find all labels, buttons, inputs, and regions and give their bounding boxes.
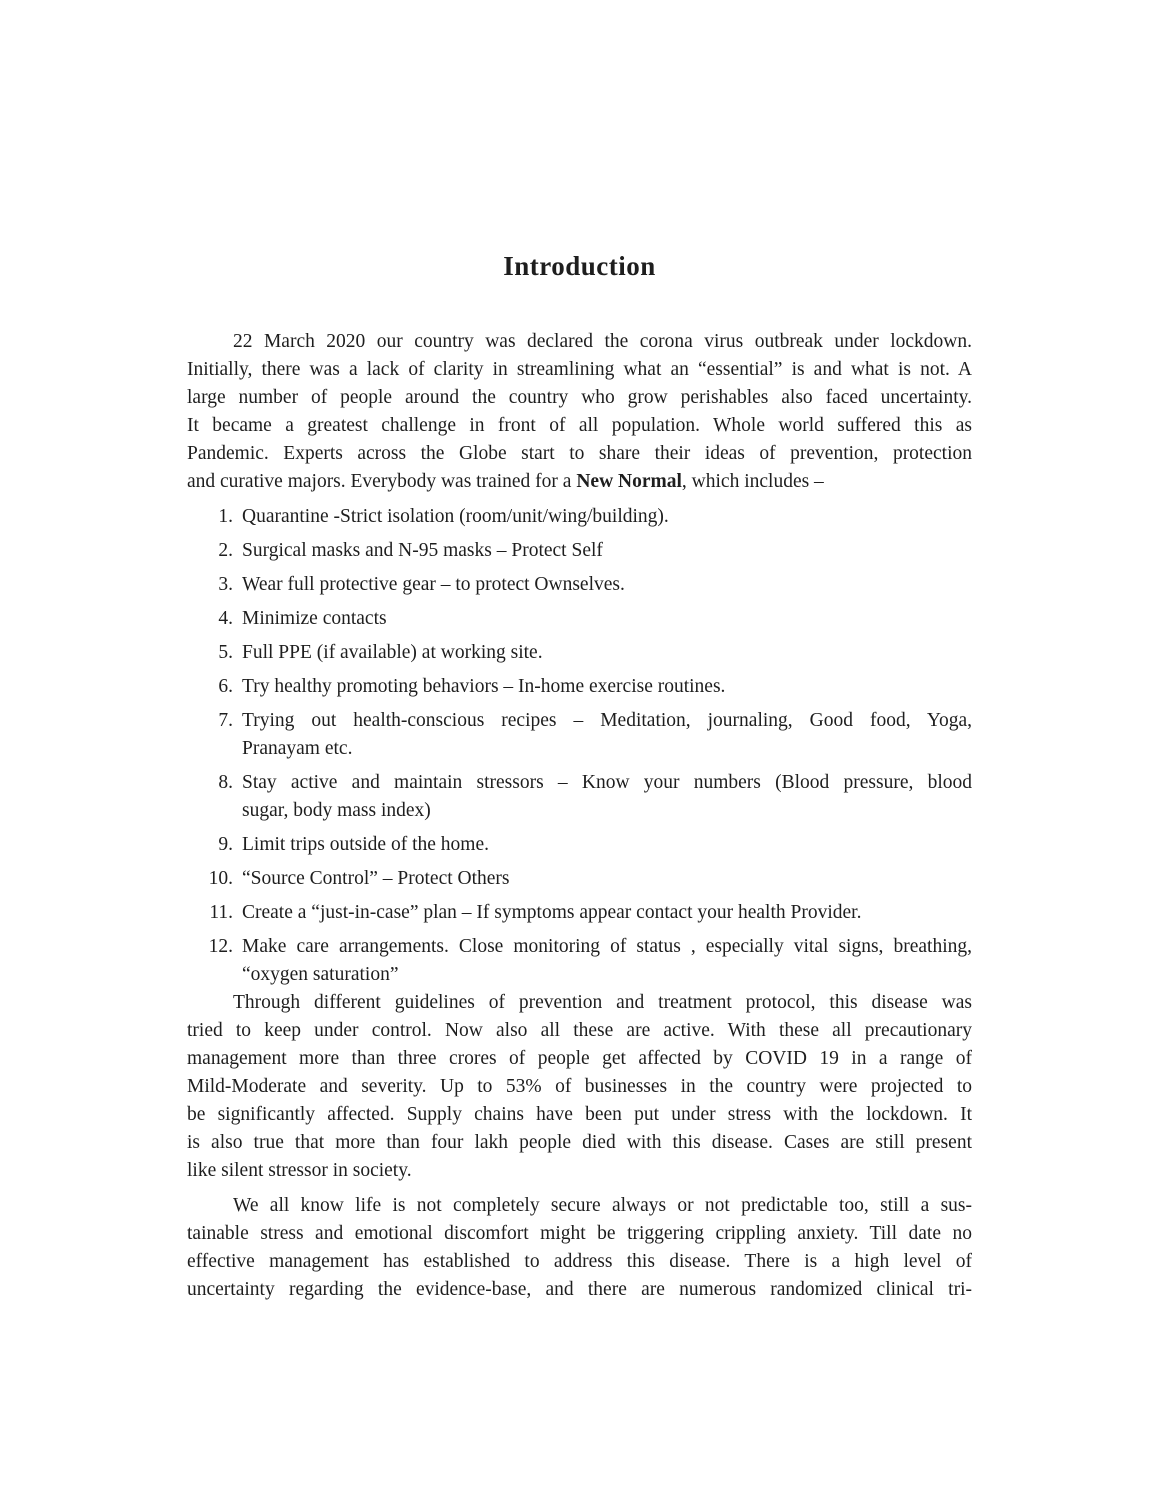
text-line: effective management has established to address this disease. There is a high level of xyxy=(187,1251,972,1272)
list-item xyxy=(187,933,972,989)
text-line: Stay active and maintain stressors – Know your numbers (Blood pressure, blood xyxy=(242,772,972,793)
list-item xyxy=(187,605,972,633)
list-item-number: 6. xyxy=(218,676,233,697)
text-line: Surgical masks and N-95 masks – Protect Self xyxy=(242,540,603,561)
text-line: Try healthy promoting behaviors – In-home exercise routines. xyxy=(242,676,726,697)
text-segment: and curative majors. Everybody was trained for a xyxy=(187,471,577,492)
list-item-number: 9. xyxy=(218,834,233,855)
list-item-number: 3. xyxy=(218,574,233,595)
bold-text-new-normal: New Normal xyxy=(576,471,682,492)
list-item xyxy=(187,673,972,701)
paragraph-guidelines xyxy=(187,989,972,1185)
list-item xyxy=(187,503,972,531)
paragraph-intro xyxy=(187,328,972,496)
text-line: uncertainty regarding the evidence-base, and there are numerous randomized clinical tri- xyxy=(187,1279,972,1300)
list-item xyxy=(187,571,972,599)
list-item-text xyxy=(242,537,972,565)
text-line: Quarantine -Strict isolation (room/unit/wing/building). xyxy=(242,506,669,527)
list-item-number: 12. xyxy=(208,936,233,957)
list-item xyxy=(187,899,972,927)
list-item-text xyxy=(242,503,972,531)
text-line: Through different guidelines of prevention and treatment protocol, this disease was xyxy=(233,992,972,1013)
list-item-number: 7. xyxy=(218,710,233,731)
text-line: Mild-Moderate and severity. Up to 53% of businesses in the country were projected to xyxy=(187,1076,972,1097)
page-title: Introduction xyxy=(503,251,656,281)
text-line: Pandemic. Experts across the Globe start to share their ideas of prevention, protection xyxy=(187,443,972,464)
list-item xyxy=(187,707,972,763)
list-item-text xyxy=(242,769,972,825)
list-item-number: 2. xyxy=(218,540,233,561)
text-line: management more than three crores of people get affected by COVID 19 in a range of xyxy=(187,1048,972,1069)
list-item xyxy=(187,831,972,859)
paragraph-life-security xyxy=(187,1192,972,1304)
text-line: Create a “just-in-case” plan – If symptoms appear contact your health Provider. xyxy=(242,902,862,923)
text-line: “oxygen saturation” xyxy=(242,964,399,985)
text-line: We all know life is not completely secure always or not predictable too, still a sus- xyxy=(233,1195,972,1216)
text-line: Limit trips outside of the home. xyxy=(242,834,489,855)
document-page xyxy=(187,0,972,1304)
text-line: Initially, there was a lack of clarity in streamlining what an “essential” is and what is not. A xyxy=(187,359,972,380)
list-item-text xyxy=(242,899,972,927)
text-line: like silent stressor in society. xyxy=(187,1160,412,1181)
list-item-text xyxy=(242,571,972,599)
list-item xyxy=(187,639,972,667)
list-item-number: 10. xyxy=(208,868,233,889)
list-item xyxy=(187,865,972,893)
text-line: “Source Control” – Protect Others xyxy=(242,868,510,889)
text-line: Wear full protective gear – to protect Ownselves. xyxy=(242,574,625,595)
text-line: is also true that more than four lakh people died with this disease. Cases are still present xyxy=(187,1132,972,1153)
list-item-text xyxy=(242,673,972,701)
text-line: Trying out health-conscious recipes – Meditation, journaling, Good food, Yoga, xyxy=(242,710,972,731)
list-item xyxy=(187,537,972,565)
list-item xyxy=(187,769,972,825)
list-item-text xyxy=(242,605,972,633)
list-item-text xyxy=(242,865,972,893)
text-line: be significantly affected. Supply chains have been put under stress with the lockdown. It xyxy=(187,1104,972,1125)
numbered-list xyxy=(187,503,972,989)
list-item-text xyxy=(242,707,972,763)
text-line: large number of people around the country who grow perishables also faced uncertainty. xyxy=(187,387,972,408)
text-line: Pranayam etc. xyxy=(242,738,353,759)
text-line: It became a greatest challenge in front of all population. Whole world suffered this as xyxy=(187,415,972,436)
text-line: Make care arrangements. Close monitoring of status , especially vital signs, breathing, xyxy=(242,936,972,957)
text-line xyxy=(187,468,972,496)
text-line: tried to keep under control. Now also all these are active. With these all precautionary xyxy=(187,1020,972,1041)
list-item-number: 8. xyxy=(218,772,233,793)
text-line: sugar, body mass index) xyxy=(242,800,431,821)
text-line: tainable stress and emotional discomfort might be triggering crippling anxiety. Till date no xyxy=(187,1223,972,1244)
text-line: 22 March 2020 our country was declared the corona virus outbreak under lockdown. xyxy=(233,331,972,352)
list-item-number: 1. xyxy=(218,506,233,527)
text-line: Minimize contacts xyxy=(242,608,387,629)
list-item-number: 11. xyxy=(209,902,233,923)
text-line: Full PPE (if available) at working site. xyxy=(242,642,543,663)
list-item-text xyxy=(242,831,972,859)
list-item-text xyxy=(242,933,972,989)
list-item-number: 4. xyxy=(218,608,233,629)
list-item-number: 5. xyxy=(218,642,233,663)
text-segment: , which includes – xyxy=(681,471,824,492)
list-item-text xyxy=(242,639,972,667)
